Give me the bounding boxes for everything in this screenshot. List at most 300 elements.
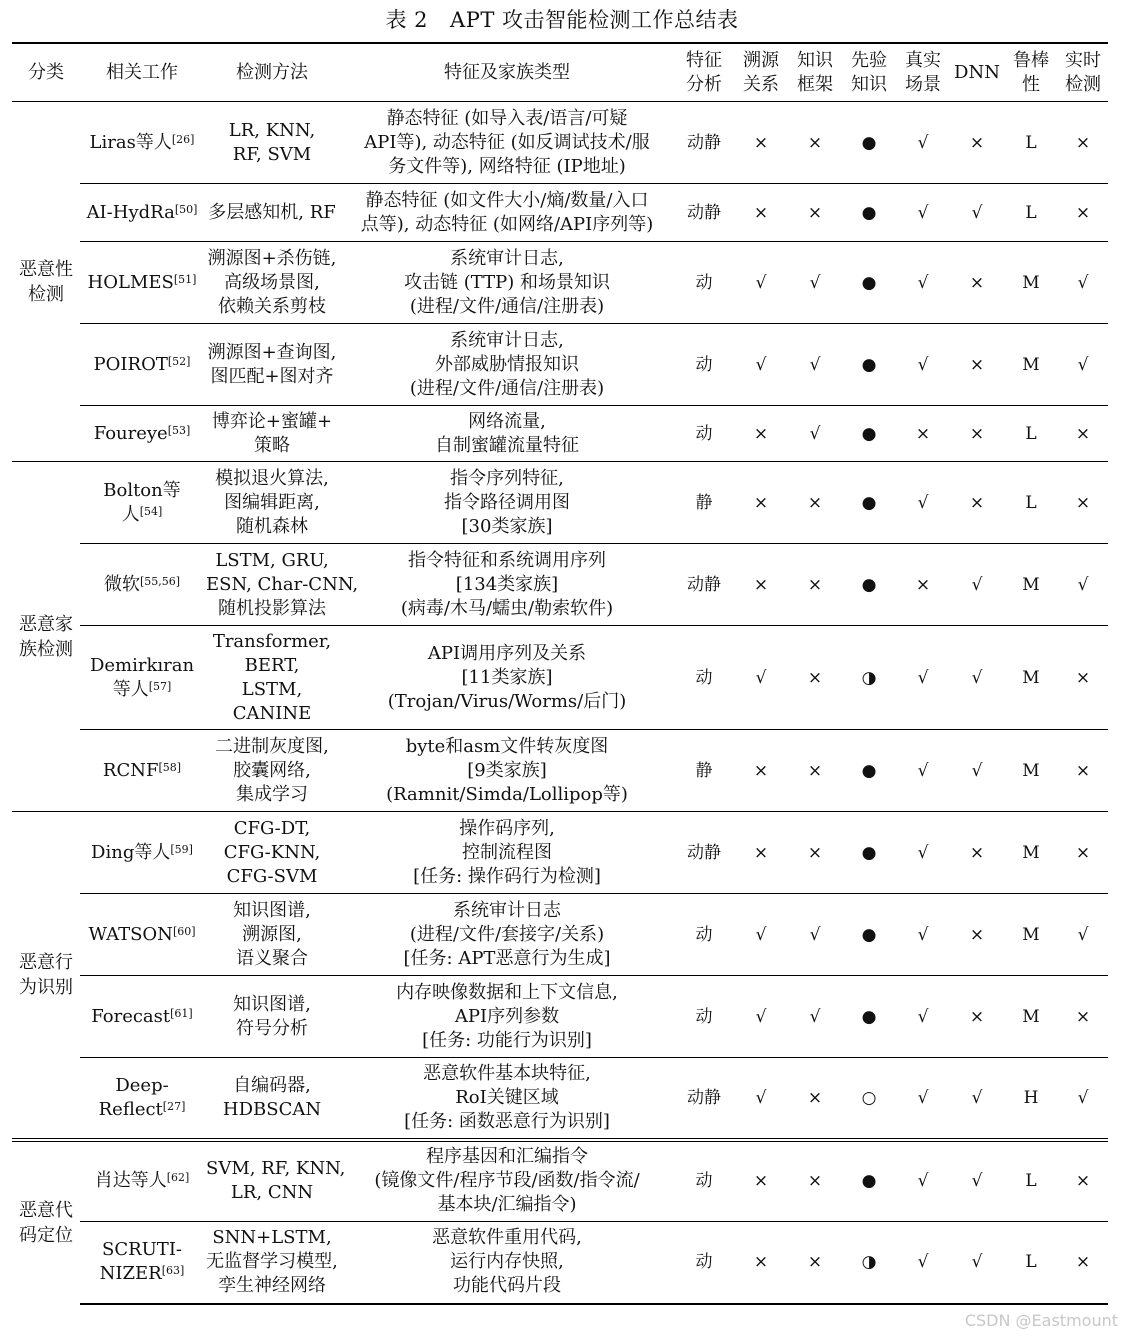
work-cell <box>80 626 204 730</box>
attribute-cell: 动 <box>674 242 734 324</box>
attribute-cell: ● <box>842 462 896 544</box>
cell-line: 指令特征和系统调用序列 <box>408 549 606 571</box>
work-name <box>82 841 202 865</box>
cell-line: 策略 <box>254 434 290 456</box>
table-row <box>12 324 1108 406</box>
attribute-cell: M <box>1004 976 1058 1058</box>
attribute-cell: × <box>734 1222 788 1304</box>
attribute-cell: √ <box>734 1058 788 1140</box>
attribute-cell: × <box>788 102 842 184</box>
attribute-cell: √ <box>950 544 1004 626</box>
work-name <box>82 1238 202 1262</box>
attribute-cell: 动静 <box>674 102 734 184</box>
cell-line: 检测 <box>28 283 64 305</box>
attribute-cell: ● <box>842 184 896 242</box>
attribute-cell: × <box>734 730 788 812</box>
attribute-cell: × <box>788 544 842 626</box>
method-cell <box>204 976 340 1058</box>
work-cell <box>80 462 204 544</box>
attribute-cell: × <box>950 812 1004 894</box>
cell-line: 指令序列特征, <box>450 467 564 489</box>
work-text: 肖达等人 <box>94 1170 167 1192</box>
attribute-cell: × <box>950 406 1004 462</box>
column-header <box>950 43 1004 102</box>
cell-line: Transformer, <box>212 630 332 652</box>
cell-line: 恶意行 <box>19 951 73 973</box>
cell-line: 知识 <box>851 73 887 95</box>
caption-text: APT 攻击智能检测工作总结表 <box>450 8 739 32</box>
cell-line: 模拟退火算法, <box>215 467 329 489</box>
attribute-cell: √ <box>896 242 950 324</box>
attribute-cell: √ <box>734 626 788 730</box>
attribute-cell: × <box>788 184 842 242</box>
method-cell <box>204 462 340 544</box>
work-name <box>82 759 202 783</box>
column-header <box>842 43 896 102</box>
work-name <box>82 654 202 678</box>
cell-line: (Trojan/Virus/Worms/后门) <box>387 690 627 712</box>
column-header <box>80 43 204 102</box>
attribute-cell: ● <box>842 894 896 976</box>
cell-line: 鲁棒 <box>1013 49 1049 71</box>
table-row <box>12 406 1108 462</box>
work-cell <box>80 242 204 324</box>
attribute-cell: × <box>734 462 788 544</box>
cell-line: 溯源图, <box>242 923 302 945</box>
table-row <box>12 812 1108 894</box>
work-name <box>82 479 202 503</box>
cell-line: 控制流程图 <box>462 841 552 863</box>
category-cell <box>12 462 80 812</box>
column-header <box>734 43 788 102</box>
cell-line: 系统审计日志 <box>453 899 561 921</box>
attribute-cell: √ <box>896 1222 950 1304</box>
attribute-cell: ○ <box>842 1058 896 1140</box>
column-header <box>1058 43 1108 102</box>
cell-line: SVM, RF, KNN, <box>206 1158 346 1180</box>
category-cell <box>12 812 80 1140</box>
table-row <box>12 102 1108 184</box>
features-cell <box>340 324 674 406</box>
attribute-cell: √ <box>1058 1058 1108 1140</box>
attribute-cell: ● <box>842 324 896 406</box>
work-text: NIZER <box>99 1263 162 1285</box>
watermark: CSDN @Eastmount <box>964 1311 1118 1330</box>
attribute-cell: M <box>1004 626 1058 730</box>
work-name <box>82 573 202 597</box>
attribute-cell: √ <box>896 102 950 184</box>
attribute-cell: 动 <box>674 894 734 976</box>
table-row <box>12 730 1108 812</box>
header-row <box>12 43 1108 102</box>
reference-number: [27] <box>162 1099 186 1113</box>
work-text: Foureye <box>93 422 168 444</box>
cell-line: 恶意软件重用代码, <box>432 1227 582 1249</box>
cell-line: ESN, Char-CNN, <box>206 573 359 595</box>
features-cell <box>340 976 674 1058</box>
attribute-cell: √ <box>896 462 950 544</box>
attribute-cell: × <box>1058 406 1108 462</box>
cell-line: 二进制灰度图, <box>215 735 329 757</box>
attribute-cell: ● <box>842 102 896 184</box>
cell-line: 程序基因和汇编指令 <box>426 1146 588 1168</box>
cell-line: 基本块/汇编指令) <box>437 1194 577 1216</box>
work-name <box>82 1098 202 1122</box>
cell-line: 检测方法 <box>236 61 308 83</box>
cell-line: 恶意代 <box>19 1199 73 1221</box>
cell-line: (镜像文件/程序节段/函数/指令流/ <box>374 1170 640 1192</box>
cell-line: 溯源图+杀伤链, <box>207 247 337 269</box>
attribute-cell: √ <box>1058 894 1108 976</box>
attribute-cell: × <box>734 812 788 894</box>
attribute-cell: × <box>788 1058 842 1140</box>
method-cell <box>204 184 340 242</box>
work-text: 人 <box>121 503 140 525</box>
cell-line: 无监督学习模型, <box>206 1251 338 1273</box>
attribute-cell: √ <box>950 626 1004 730</box>
attribute-cell: √ <box>788 324 842 406</box>
attribute-cell: × <box>788 462 842 544</box>
reference-number: [59] <box>170 842 193 856</box>
attribute-cell: √ <box>896 1058 950 1140</box>
attribute-cell: √ <box>950 1140 1004 1222</box>
reference-number: [55,56] <box>139 574 181 588</box>
work-text: HOLMES <box>87 271 174 293</box>
reference-number: [54] <box>139 504 163 518</box>
category-cell <box>12 102 80 462</box>
cell-line: (进程/文件/通信/注册表) <box>409 295 605 317</box>
features-cell <box>340 406 674 462</box>
attribute-cell: √ <box>734 324 788 406</box>
work-text: WATSON <box>88 923 173 945</box>
attribute-cell: × <box>1058 976 1108 1058</box>
attribute-cell: L <box>1004 462 1058 544</box>
cell-line: 符号分析 <box>236 1017 308 1039</box>
attribute-cell: √ <box>950 730 1004 812</box>
reference-number: [63] <box>161 1264 185 1278</box>
cell-line: LSTM, GRU, <box>215 549 329 571</box>
method-cell <box>204 1058 340 1140</box>
reference-number: [58] <box>158 760 182 774</box>
cell-line: 语义聚合 <box>236 947 308 969</box>
attribute-cell: 静 <box>674 730 734 812</box>
attribute-cell: M <box>1004 730 1058 812</box>
attribute-cell: L <box>1004 1222 1058 1304</box>
attribute-cell: √ <box>788 242 842 324</box>
cell-line: 性 <box>1022 73 1040 95</box>
cell-line: 相关工作 <box>106 61 178 83</box>
attribute-cell: × <box>1058 626 1108 730</box>
attribute-cell: × <box>788 812 842 894</box>
attribute-cell: 动静 <box>674 184 734 242</box>
attribute-cell: L <box>1004 184 1058 242</box>
attribute-cell: 动 <box>674 1222 734 1304</box>
attribute-cell: √ <box>788 976 842 1058</box>
table-row <box>12 1140 1108 1222</box>
cell-line: 分类 <box>28 61 64 83</box>
attribute-cell: × <box>950 102 1004 184</box>
features-cell <box>340 626 674 730</box>
table-caption <box>0 4 1124 34</box>
attribute-cell: √ <box>1058 324 1108 406</box>
cell-line: 恶意家 <box>19 613 73 635</box>
cell-line: 操作码序列, <box>459 817 555 839</box>
attribute-cell: M <box>1004 324 1058 406</box>
cell-line: 务文件等), 网络特征 (IP地址) <box>388 155 626 177</box>
attribute-cell: √ <box>1058 242 1108 324</box>
method-cell <box>204 324 340 406</box>
cell-line: [30类家族] <box>461 515 553 537</box>
cell-line: (进程/文件/通信/注册表) <box>409 377 605 399</box>
reference-number: [26] <box>171 132 195 146</box>
cell-line: [任务: 函数恶意行为识别] <box>404 1110 610 1132</box>
cell-line: 图编辑距离, <box>224 491 320 513</box>
work-name <box>82 923 202 947</box>
work-text: Demirkıran <box>89 654 195 676</box>
work-name <box>82 678 202 702</box>
work-cell <box>80 184 204 242</box>
reference-number: [60] <box>172 924 196 938</box>
cell-line: 知识图谱, <box>233 993 311 1015</box>
attribute-cell: M <box>1004 544 1058 626</box>
attribute-cell: × <box>734 406 788 462</box>
reference-number: [61] <box>170 1006 193 1020</box>
cell-line: 随机森林 <box>236 515 308 537</box>
attribute-cell: √ <box>896 730 950 812</box>
cell-line: 知识图谱, <box>233 899 311 921</box>
features-cell <box>340 730 674 812</box>
work-text: Reflect <box>98 1098 163 1120</box>
cell-line: 码定位 <box>19 1224 73 1246</box>
cell-line: LR, KNN, <box>228 119 316 141</box>
column-header <box>674 43 734 102</box>
reference-number: [53] <box>167 423 191 437</box>
cell-line: (进程/文件/套接字/关系) <box>409 923 605 945</box>
cell-line: 依赖关系剪枝 <box>218 295 326 317</box>
reference-number: [52] <box>167 354 191 368</box>
features-cell <box>340 102 674 184</box>
cell-line: 高级场景图, <box>224 271 320 293</box>
method-cell <box>204 242 340 324</box>
table-row <box>12 1058 1108 1140</box>
work-cell <box>80 102 204 184</box>
cell-line: RF, SVM <box>232 143 312 165</box>
reference-number: [50] <box>174 202 198 216</box>
work-text: Ding等人 <box>91 841 171 863</box>
features-cell <box>340 894 674 976</box>
cell-line: 运行内存快照, <box>450 1251 564 1273</box>
cell-line: 指令路径调用图 <box>444 491 570 513</box>
summary-table <box>12 42 1108 1305</box>
features-cell <box>340 1140 674 1222</box>
attribute-cell: √ <box>896 626 950 730</box>
cell-line: CFG-DT, <box>233 817 311 839</box>
work-cell <box>80 976 204 1058</box>
cell-line: 随机投影算法 <box>218 597 326 619</box>
table-row <box>12 976 1108 1058</box>
method-cell <box>204 1140 346 1222</box>
cell-line: 外部威胁情报知识 <box>435 353 579 375</box>
attribute-cell: × <box>896 544 950 626</box>
attribute-cell: × <box>950 242 1004 324</box>
work-text: Forecast <box>91 1005 171 1027</box>
method-cell <box>204 626 340 730</box>
cell-line: [134类家族] <box>455 573 559 595</box>
attribute-cell: × <box>1058 1222 1108 1304</box>
attribute-cell: × <box>788 1140 842 1222</box>
attribute-cell: × <box>950 894 1004 976</box>
features-cell <box>340 544 674 626</box>
attribute-cell: × <box>734 1140 788 1222</box>
attribute-cell: ● <box>842 242 896 324</box>
attribute-cell: × <box>1058 730 1108 812</box>
cell-line: 框架 <box>797 73 833 95</box>
features-cell <box>340 812 674 894</box>
cell-line: API调用序列及关系 <box>427 642 587 664</box>
attribute-cell: ● <box>842 976 896 1058</box>
method-cell <box>204 1222 340 1304</box>
cell-line: 静态特征 (如导入表/语言/可疑 <box>386 107 628 129</box>
attribute-cell: × <box>788 626 842 730</box>
cell-line: 自制蜜罐流量特征 <box>435 434 579 456</box>
attribute-cell: 动静 <box>674 1058 734 1140</box>
attribute-cell: √ <box>896 894 950 976</box>
work-cell <box>80 406 204 462</box>
reference-number: [57] <box>148 679 172 693</box>
cell-line: (Ramnit/Simda/Lollipop等) <box>386 783 628 805</box>
cell-line: 图匹配+图对齐 <box>210 365 334 387</box>
cell-line: HDBSCAN <box>222 1098 322 1120</box>
cell-line: BERT, <box>244 654 300 676</box>
work-text: AI-HydRa <box>86 201 175 223</box>
attribute-cell: × <box>1058 184 1108 242</box>
cell-line: 知识 <box>797 49 833 71</box>
cell-line: 攻击链 (TTP) 和场景知识 <box>404 271 610 293</box>
attribute-cell: L <box>1004 102 1058 184</box>
work-text: SCRUTI- <box>101 1239 183 1261</box>
column-header <box>788 43 842 102</box>
attribute-cell: √ <box>896 184 950 242</box>
cell-line: LR, CNN <box>230 1182 314 1204</box>
cell-line: 孪生神经网络 <box>218 1275 326 1297</box>
method-cell <box>204 812 340 894</box>
attribute-cell: L <box>1004 1140 1058 1222</box>
attribute-cell: 动静 <box>674 544 734 626</box>
cell-line: 为识别 <box>19 976 73 998</box>
cell-line: 博弈论+蜜罐+ <box>211 410 333 432</box>
cell-line: (病毒/木马/蠕虫/勒索软件) <box>400 597 614 619</box>
attribute-cell: √ <box>788 406 842 462</box>
cell-line: 溯源 <box>743 49 779 71</box>
column-header <box>12 43 80 102</box>
cell-line: 溯源图+查询图, <box>207 341 337 363</box>
cell-line: [9类家族] <box>467 759 547 781</box>
attribute-cell: × <box>896 406 950 462</box>
table-body <box>12 102 1108 1304</box>
cell-line: 点等), 动态特征 (如网络/API序列等) <box>360 213 654 235</box>
attribute-cell: √ <box>734 976 788 1058</box>
attribute-cell: ● <box>842 730 896 812</box>
attribute-cell: × <box>950 462 1004 544</box>
attribute-cell: 动 <box>674 976 734 1058</box>
method-cell <box>204 730 340 812</box>
attribute-cell: × <box>950 324 1004 406</box>
attribute-cell: M <box>1004 812 1058 894</box>
cell-line: SNN+LSTM, <box>212 1227 332 1249</box>
attribute-cell: × <box>788 730 842 812</box>
table-row <box>12 544 1108 626</box>
cell-line: CFG-SVM <box>226 865 318 887</box>
cell-line: 网络流量, <box>468 410 546 432</box>
cell-line: 关系 <box>743 73 779 95</box>
cell-line: 自编码器, <box>233 1074 311 1096</box>
attribute-cell: 动静 <box>674 812 734 894</box>
cell-line: 内存映像数据和上下文信息, <box>396 981 618 1003</box>
reference-number: [62] <box>166 1171 190 1185</box>
cell-line: 静态特征 (如文件大小/熵/数量/入口 <box>365 189 649 211</box>
attribute-cell: × <box>788 1222 842 1304</box>
attribute-cell: × <box>1058 812 1108 894</box>
attribute-cell: 动 <box>674 324 734 406</box>
attribute-cell: ● <box>842 1140 896 1222</box>
cell-line: 功能代码片段 <box>453 1275 561 1297</box>
cell-line: 场景 <box>905 73 941 95</box>
attribute-cell: × <box>1058 102 1108 184</box>
cell-line: [任务: 功能行为识别] <box>422 1029 592 1051</box>
work-name <box>82 353 202 377</box>
attribute-cell: × <box>1058 1140 1108 1222</box>
method-cell <box>204 544 359 626</box>
cell-line: 先验 <box>851 49 887 71</box>
table-row <box>12 894 1108 976</box>
work-name <box>82 1074 202 1098</box>
cell-line: 胶囊网络, <box>233 759 311 781</box>
work-text: 等人 <box>112 678 149 700</box>
attribute-cell: × <box>1058 462 1108 544</box>
cell-line: 多层感知机, RF <box>208 201 336 223</box>
cell-line: LSTM, <box>241 678 303 700</box>
work-name <box>82 1005 202 1029</box>
attribute-cell: √ <box>950 1058 1004 1140</box>
attribute-cell: √ <box>734 894 788 976</box>
attribute-cell: 动 <box>674 626 734 730</box>
attribute-cell: ◑ <box>842 626 896 730</box>
attribute-cell: √ <box>896 812 950 894</box>
work-text: RCNF <box>102 759 159 781</box>
cell-line: 检测 <box>1065 73 1101 95</box>
work-name <box>82 1169 202 1193</box>
work-name <box>82 131 202 155</box>
work-text: 微软 <box>103 573 140 595</box>
work-cell <box>80 1058 204 1140</box>
work-cell <box>80 894 204 976</box>
column-header <box>896 43 950 102</box>
cell-line: 真实 <box>905 49 941 71</box>
cell-line: DNN <box>954 61 1000 83</box>
cell-line: 族检测 <box>19 638 73 660</box>
attribute-cell: × <box>950 976 1004 1058</box>
work-cell <box>80 324 204 406</box>
attribute-cell: 动 <box>674 1140 734 1222</box>
attribute-cell: √ <box>896 1140 950 1222</box>
cell-line: 系统审计日志, <box>450 247 564 269</box>
attribute-cell: √ <box>896 976 950 1058</box>
table-row <box>12 242 1108 324</box>
attribute-cell: √ <box>734 242 788 324</box>
attribute-cell: √ <box>788 894 842 976</box>
column-header <box>340 43 674 102</box>
table-row <box>12 462 1108 544</box>
